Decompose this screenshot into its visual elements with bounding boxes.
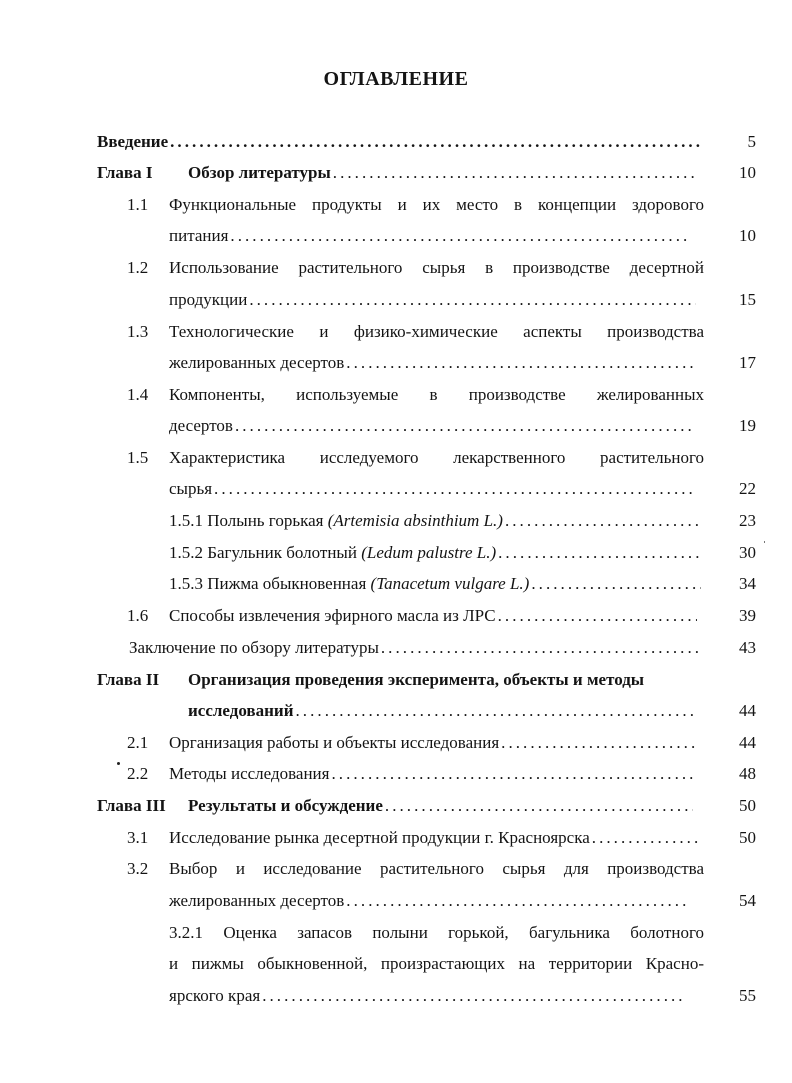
toc-entry-2-1[interactable] (169, 731, 697, 755)
page-number: 30 (739, 543, 756, 562)
page-number: 22 (739, 479, 756, 498)
dot-leader (230, 224, 687, 248)
toc-entry-title: Обзор литературы (188, 163, 331, 182)
page-number: 55 (739, 986, 756, 1005)
toc-entry-text: желированных десертов (169, 353, 345, 372)
toc-entry-chapter-2-cont[interactable] (188, 699, 697, 723)
latin-name: (Ledum palustre L.) (361, 543, 497, 562)
page-number: 19 (739, 416, 756, 435)
toc-entry-3-2-1[interactable]: 3.2.1 Оценка запасов полыни горькой, багульника болотного (169, 923, 704, 942)
toc-entry-1-3[interactable]: Технологические и физико-химические аспекты производства (169, 322, 704, 341)
dot-leader (505, 509, 701, 533)
toc-entry-text: Исследование рынка десертной продукции г. Красноярска (169, 828, 590, 847)
section-number: 1.6 (127, 606, 149, 625)
page-number: 5 (747, 132, 756, 151)
toc-entry-text: продукции (169, 290, 248, 309)
toc-entry-chapter-1[interactable] (188, 161, 698, 185)
page-number: 10 (739, 163, 756, 182)
toc-entry-1-4[interactable]: Компоненты, используемые в производстве желированных (169, 385, 704, 404)
section-number: 3.2 (127, 859, 149, 878)
toc-entry-title: Результаты и обсуждение (188, 796, 383, 815)
page-number: 50 (739, 796, 756, 815)
toc-entry-1-2[interactable]: Использование растительного сырья в производстве десертной (169, 258, 704, 277)
dot-leader (346, 351, 693, 375)
page-number: 44 (739, 733, 756, 752)
latin-name: (Artemisia absinthium L.) (327, 511, 503, 530)
toc-entry-1-3-cont[interactable] (169, 351, 693, 375)
toc-entry-text: желированных десертов (169, 891, 345, 910)
dot-leader (498, 541, 699, 565)
page-number: 23 (739, 511, 756, 530)
dot-leader (262, 984, 685, 1008)
section-number: 1.1 (127, 195, 149, 214)
section-number: 1.2 (127, 258, 149, 277)
toc-entry-3-2-1-cont[interactable]: и пижмы обыкновенной, произрастающих на территории Красно- (169, 954, 704, 973)
toc-entry-1-2-cont[interactable] (169, 288, 696, 312)
toc-entry-intro[interactable] (97, 130, 701, 154)
page-number: 10 (739, 226, 756, 245)
scan-speck (764, 541, 765, 543)
chapter-label: Глава I (97, 163, 153, 182)
chapter-label: Глава II (97, 670, 160, 689)
page-number: 44 (739, 701, 756, 720)
toc-entry-text: питания (169, 226, 229, 245)
dot-leader (333, 161, 698, 185)
toc-entry-3-1[interactable] (169, 826, 699, 850)
page-number: 43 (739, 638, 756, 657)
latin-name: (Tanacetum vulgare L.) (370, 574, 530, 593)
page-number: 17 (739, 353, 756, 372)
toc-entry-text: 1.5.3 Пижма обыкновенная (169, 574, 367, 593)
toc-entry-1-6[interactable] (169, 604, 697, 628)
page-number: 39 (739, 606, 756, 625)
dot-leader (346, 889, 687, 913)
dot-leader (385, 794, 693, 818)
section-number: 1.5 (127, 448, 149, 467)
toc-entry-label: Введение (97, 132, 169, 151)
toc-entry-3-2[interactable]: Выбор и исследование растительного сырья для производства (169, 859, 704, 878)
dot-leader (381, 636, 699, 660)
toc-entry-1-1[interactable]: Функциональные продукты и их место в концепции здорового (169, 195, 704, 214)
page-number: 48 (739, 764, 756, 783)
toc-entry-1-5-3[interactable] (169, 572, 701, 596)
toc-entry-text: 1.5.2 Багульник болотный (169, 543, 357, 562)
page-title: ОГЛАВЛЕНИЕ (323, 68, 469, 90)
toc-entry-1-5-cont[interactable] (169, 477, 693, 501)
dot-leader (170, 130, 701, 154)
toc-entry-3-2-1-cont2[interactable] (169, 984, 685, 1008)
toc-entry-text: Методы исследования (169, 764, 330, 783)
section-number: 2.1 (127, 733, 149, 752)
section-number: 2.2 (127, 764, 149, 783)
dot-leader (249, 288, 696, 312)
page-number: 54 (739, 891, 756, 910)
toc-entry-text: Заключение по обзору литературы (129, 638, 379, 657)
toc-entry-1-5-1[interactable] (169, 509, 701, 533)
toc-entry-text: Способы извлечения эфирного масла из ЛРС (169, 606, 496, 625)
section-number: 3.1 (127, 828, 149, 847)
toc-entry-1-1-cont[interactable] (169, 224, 687, 248)
scan-speck (117, 762, 120, 765)
toc-entry-chapter-2[interactable]: Организация проведения эксперимента, объекты и методы (188, 670, 645, 689)
toc-entry-2-2[interactable] (169, 762, 693, 786)
toc-entry-1-5[interactable]: Характеристика исследуемого лекарственного растительного (169, 448, 704, 467)
chapter-label: Глава III (97, 796, 166, 815)
dot-leader (214, 477, 693, 501)
toc-entry-text: ярского края (169, 986, 261, 1005)
toc-entry-text: десертов (169, 416, 233, 435)
toc-entry-1-4-cont[interactable] (169, 414, 693, 438)
toc-entry-1-5-2[interactable] (169, 541, 699, 565)
page-number: 15 (739, 290, 756, 309)
toc-entry-3-2-cont[interactable] (169, 889, 687, 913)
dot-leader (501, 731, 697, 755)
toc-entry-text: сырья (169, 479, 213, 498)
toc-entry-title: исследований (188, 701, 294, 720)
page-number: 34 (739, 574, 756, 593)
toc-entry-text: Организация работы и объекты исследования (169, 733, 500, 752)
dot-leader (592, 826, 699, 850)
section-number: 1.4 (127, 385, 149, 404)
toc-entry-text: 1.5.1 Полынь горькая (169, 511, 324, 530)
page-number: 50 (739, 828, 756, 847)
dot-leader (531, 572, 701, 596)
section-number: 1.3 (127, 322, 149, 341)
toc-entry-chapter-3[interactable] (188, 794, 693, 818)
toc-entry-conclusion[interactable] (129, 636, 699, 660)
dot-leader (235, 414, 693, 438)
dot-leader (498, 604, 697, 628)
dot-leader (331, 762, 693, 786)
dot-leader (296, 699, 698, 723)
